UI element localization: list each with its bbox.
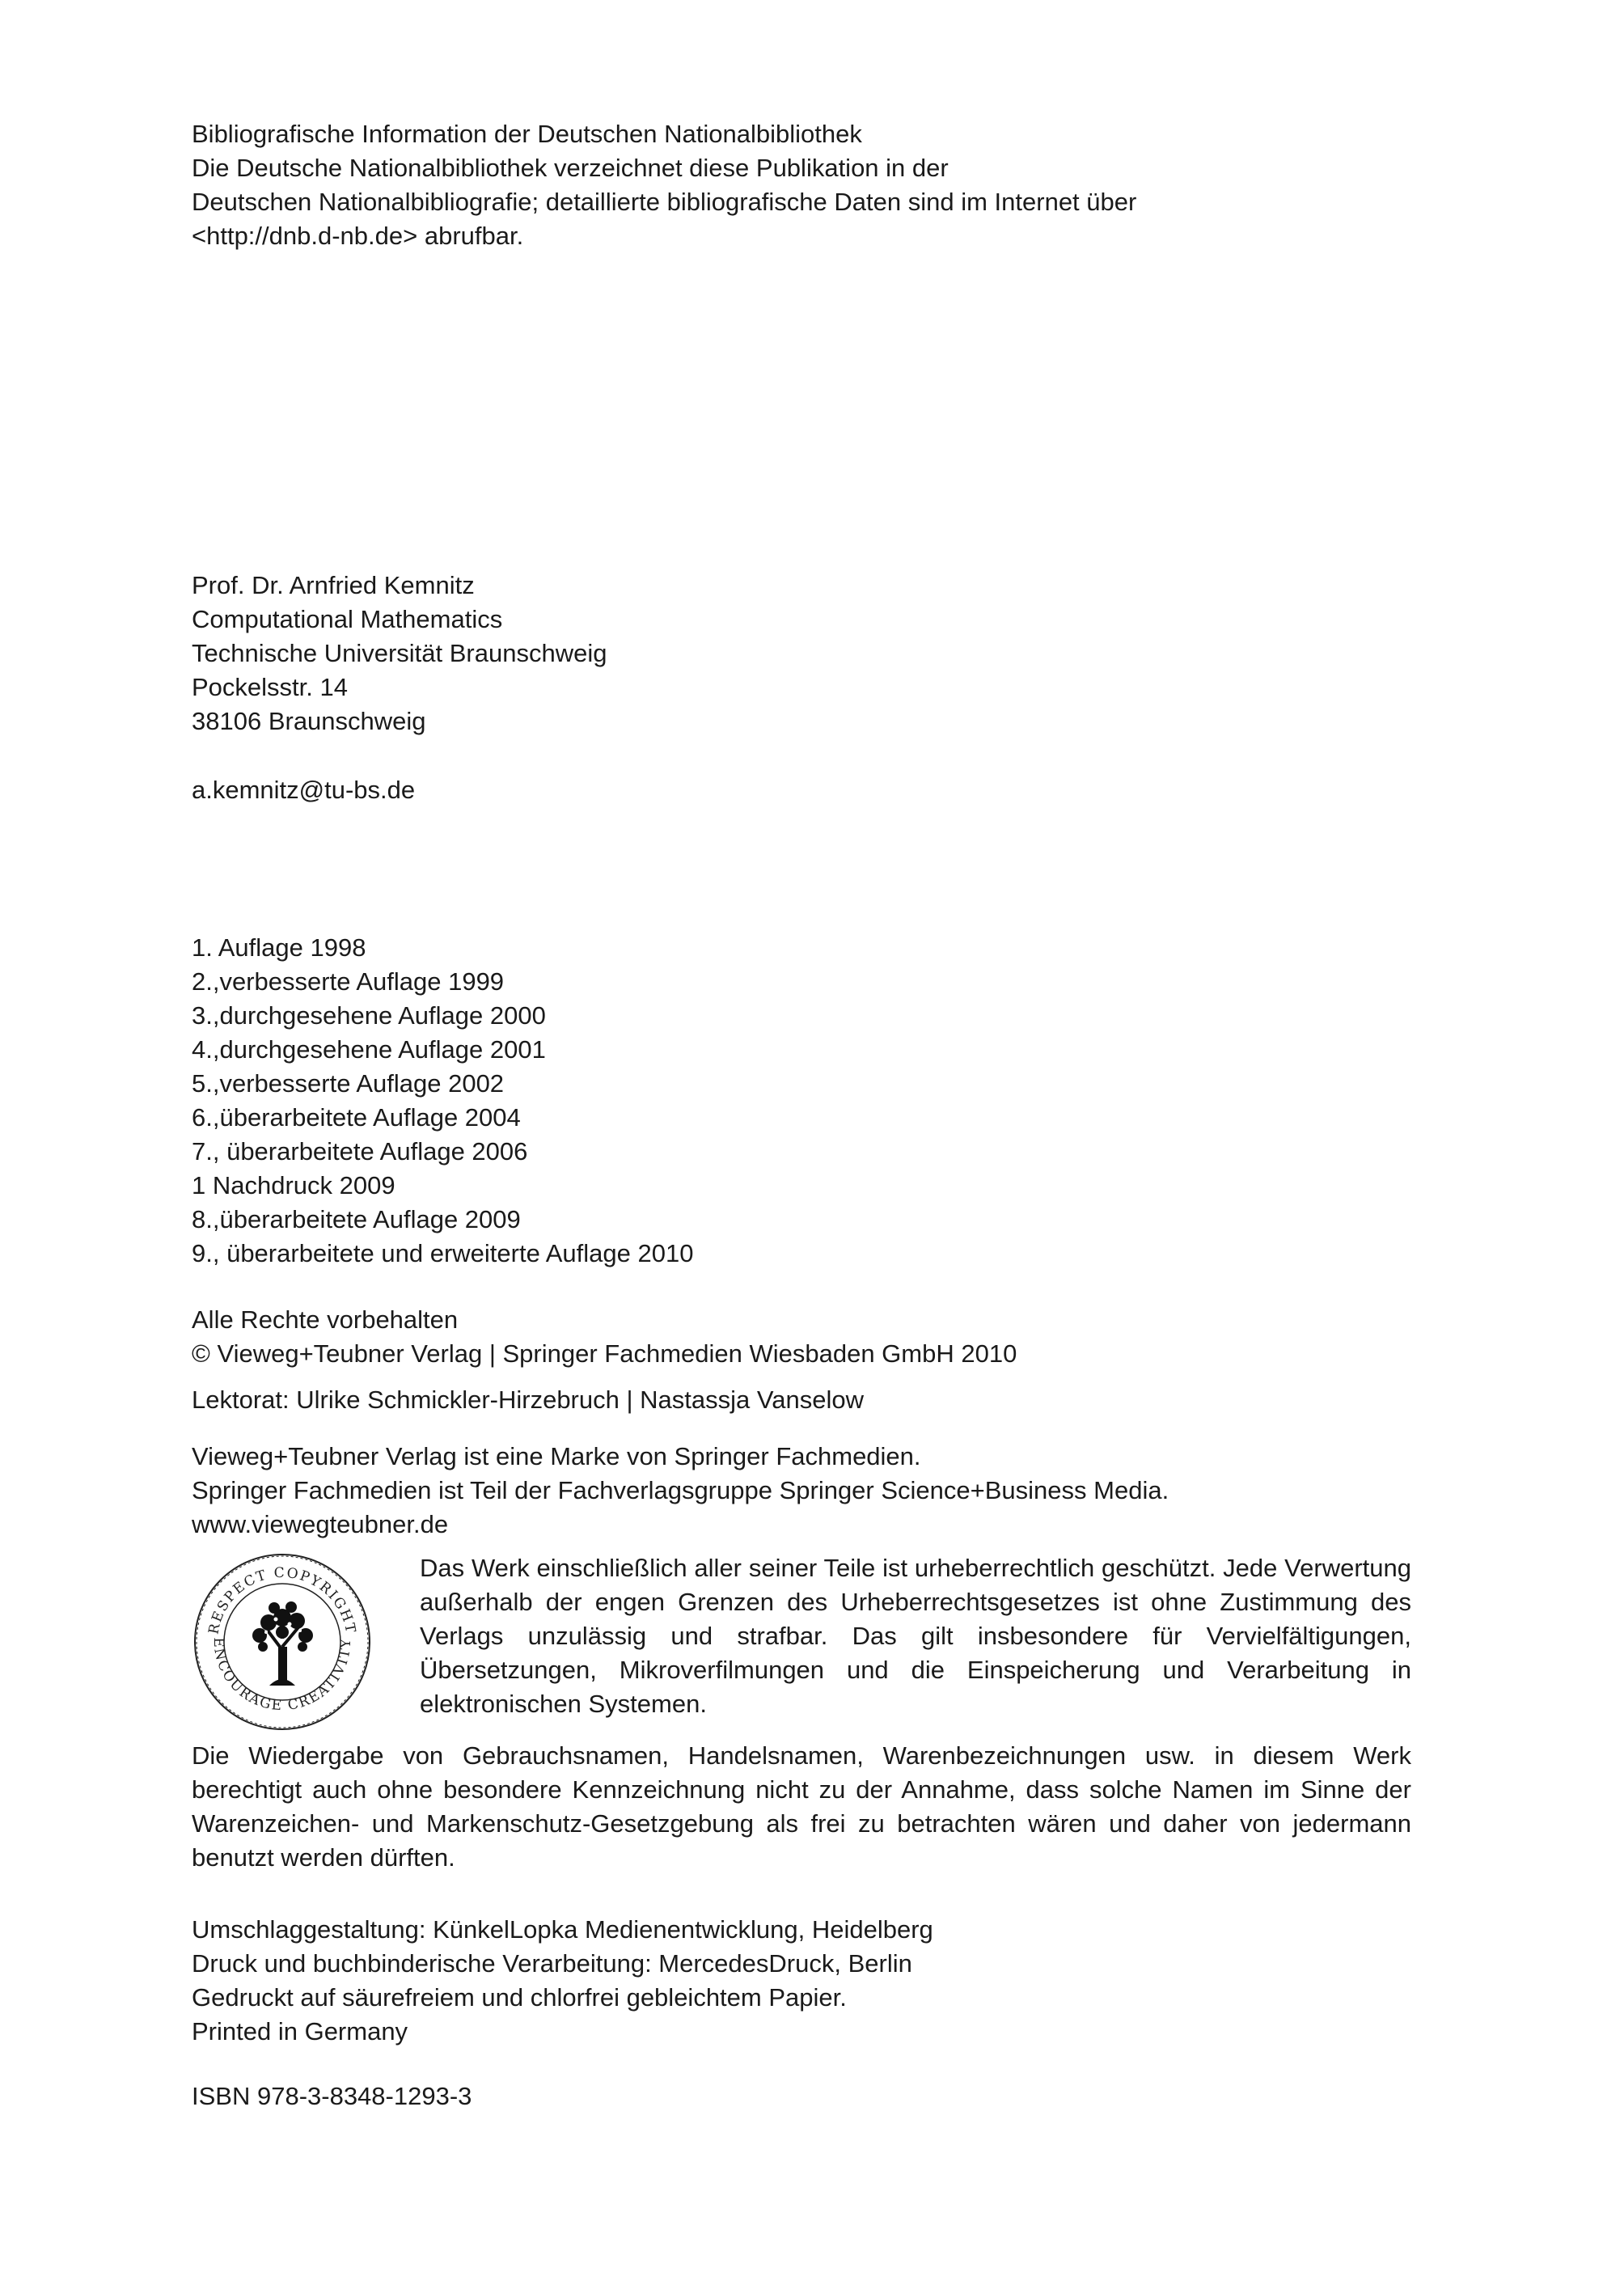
paper-info: Gedruckt auf säurefreiem und chlorfrei gebleichtem Papier. [192, 1983, 847, 2012]
publisher-website: www.viewegteubner.de [192, 1510, 449, 1538]
author-department: Computational Mathematics [192, 605, 503, 633]
publisher-brand: Vieweg+Teubner Verlag ist eine Marke von Springer Fachmedien. [192, 1442, 921, 1470]
publisher-info [192, 1440, 1169, 1542]
isbn: ISBN 978-3-8348-1293-3 [192, 2082, 472, 2110]
copyright-notice [420, 1551, 1411, 1721]
printing-binding: Druck und buchbinderische Verarbeitung: MercedesDruck, Berlin [192, 1949, 912, 1978]
edition-item: 1 Nachdruck 2009 [192, 1171, 395, 1199]
edition-item: 4.,durchgesehene Auflage 2001 [192, 1035, 546, 1064]
edition-item: 1. Auflage 1998 [192, 933, 366, 962]
author-city: 38106 Braunschweig [192, 707, 426, 735]
production-info [192, 1913, 933, 2049]
bibliographic-line: <http://dnb.d-nb.de> abrufbar. [192, 222, 524, 250]
bibliographic-line: Bibliografische Information der Deutschen Nationalbibliothek [192, 120, 862, 148]
bibliographic-line: Die Deutsche Nationalbibliothek verzeichnet diese Publikation in der [192, 154, 949, 182]
edition-item: 9., überarbeitete und erweiterte Auflage 2010 [192, 1239, 694, 1267]
tree-icon [252, 1601, 313, 1686]
bibliographic-line: Deutschen Nationalbibliografie; detaillierte bibliografische Daten sind im Internet über [192, 188, 1137, 216]
edition-history [192, 931, 693, 1271]
author-university: Technische Universität Braunschweig [192, 639, 607, 667]
edition-item: 3.,durchgesehene Auflage 2000 [192, 1001, 546, 1030]
edition-item: 8.,überarbeitete Auflage 2009 [192, 1205, 521, 1233]
seal-top-text: RESPECT COPYRIGHT [205, 1564, 359, 1636]
rights-block [192, 1303, 1017, 1371]
author-street: Pockelsstr. 14 [192, 673, 348, 701]
author-address [192, 569, 607, 738]
trademark-notice-text: Die Wiedergabe von Gebrauchsnamen, Handelsnamen, Warenbezeichnungen usw. in diesem Werk berechtigt auch ohne besondere Kennzeichnung nicht zu der Annahme, dass solche Namen im Sinne der Warenzeichen- und Markenschutz-Gesetzgebung als frei zu betrachten wären und daher von jedermann benutzt werden dürften. [192, 1741, 1411, 1872]
copyright-line: © Vieweg+Teubner Verlag | Springer Fachmedien Wiesbaden GmbH 2010 [192, 1339, 1017, 1368]
publisher-group: Springer Fachmedien ist Teil der Fachverlagsgruppe Springer Science+Business Media. [192, 1476, 1169, 1504]
isbn-block [192, 2079, 472, 2113]
rights-reserved: Alle Rechte vorbehalten [192, 1305, 459, 1334]
seal-bottom-text: ENCOURAGE CREATIVITY [209, 1637, 355, 1715]
copyright-notice-text: Das Werk einschließlich aller seiner Teile ist urheberrechtlich geschützt. Jede Verwertung außerhalb der engen Grenzen des Urheberrechtsgesetzes ist ohne Zustimmung des Verlags unzulässig und strafbar. Das gilt insbesondere für Vervielfältigungen, Übersetzungen, Mikroverfilmungen und die Einspeicherung und Verarbeitung in elektronischen Systemen. [420, 1554, 1411, 1718]
edition-item: 7., überarbeitete Auflage 2006 [192, 1137, 528, 1166]
edition-item: 6.,überarbeitete Auflage 2004 [192, 1103, 521, 1132]
printed-in: Printed in Germany [192, 2017, 408, 2046]
cover-design: Umschlaggestaltung: KünkelLopka Medienentwicklung, Heidelberg [192, 1915, 933, 1944]
edition-item: 2.,verbesserte Auflage 1999 [192, 967, 505, 996]
author-email-block [192, 773, 415, 807]
bibliographic-info [192, 117, 1136, 253]
trademark-notice [192, 1739, 1411, 1875]
lektorat-line: Lektorat: Ulrike Schmickler-Hirzebruch | Nastassja Vanselow [192, 1386, 864, 1414]
author-email: a.kemnitz@tu-bs.de [192, 776, 416, 804]
lektorat-block [192, 1383, 864, 1417]
edition-item: 5.,verbesserte Auflage 2002 [192, 1069, 505, 1098]
author-name: Prof. Dr. Arnfried Kemnitz [192, 571, 475, 599]
copyright-seal-icon [192, 1551, 373, 1732]
